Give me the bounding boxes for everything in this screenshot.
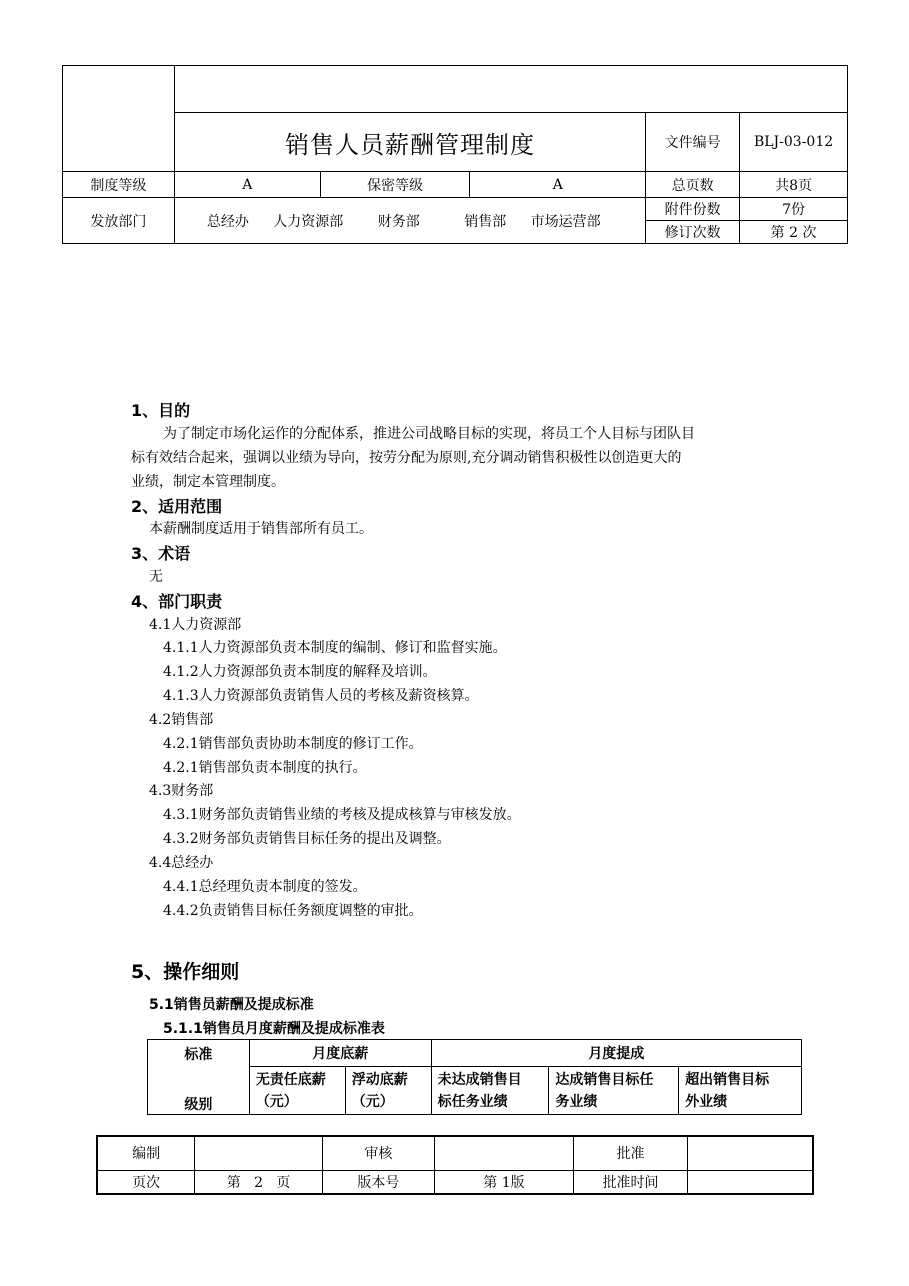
section-1-line: 业绩，制定本管理制度。	[131, 474, 285, 490]
level-label: 制度等级	[63, 172, 175, 198]
approved-by-label: 批准	[574, 1136, 688, 1170]
prepared-by-label: 编制	[97, 1136, 195, 1170]
dept-label: 发放部门	[63, 198, 175, 244]
section-4-1-2: 4.1.2人力资源部负责本制度的解释及培训。	[163, 664, 437, 680]
col-floating-base	[345, 1067, 431, 1115]
approved-by-value	[687, 1136, 813, 1170]
corner-grade-label: 级别	[184, 1097, 213, 1113]
col-meet-target-line1: 达成销售目标任	[555, 1071, 654, 1088]
section-4-3-1: 4.3.1财务部负责销售业绩的考核及提成核算与审核发放。	[163, 807, 521, 823]
section-1-heading: 1、目的	[131, 401, 191, 420]
col-floating-base-line1: 浮动底薪	[351, 1071, 408, 1088]
commission-group-header: 月度提成	[431, 1040, 801, 1067]
section-4-1: 4.1人力资源部	[149, 617, 242, 633]
version-label: 版本号	[323, 1170, 435, 1194]
section-5-1-1: 5.1.1销售员月度薪酬及提成标准表	[163, 1021, 385, 1037]
section-4-3-2: 4.3.2财务部负责销售目标任务的提出及调整。	[163, 831, 451, 847]
reviewed-by-value	[434, 1136, 574, 1170]
col-below-target-line2: 标任务业绩	[437, 1093, 508, 1110]
dept-item: 人力资源部	[273, 213, 344, 230]
pages-label: 总页数	[646, 172, 740, 198]
section-2-text: 本薪酬制度适用于销售部所有员工。	[149, 521, 373, 537]
col-exceed-target-line1: 超出销售目标	[685, 1071, 770, 1088]
approve-time-value	[687, 1170, 813, 1194]
section-4-2-1: 4.2.1销售部负责协助本制度的修订工作。	[163, 736, 423, 752]
attach-label: 附件份数	[646, 198, 740, 221]
col-exceed-target-line2: 外业绩	[685, 1093, 728, 1110]
col-exceed-target	[679, 1067, 802, 1115]
footer-table	[96, 1135, 814, 1195]
section-5-1: 5.1销售员薪酬及提成标准	[149, 997, 314, 1013]
corner-header	[148, 1040, 250, 1115]
dept-list	[174, 198, 645, 244]
attach-value: 7份	[740, 198, 848, 221]
revision-label: 修订次数	[646, 221, 740, 244]
section-4-3: 4.3财务部	[149, 783, 214, 799]
col-meet-target-line2: 务业绩	[555, 1093, 598, 1110]
section-1-line: 标有效结合起来，强调以业绩为导向，按劳分配为原则,充分调动销售积极性以创造更大的	[131, 450, 682, 466]
section-4-1-1: 4.1.1人力资源部负责本制度的编制、修订和监督实施。	[163, 640, 507, 656]
header-top-blank	[174, 66, 847, 113]
col-meet-target	[549, 1067, 679, 1115]
section-4-heading: 4、部门职责	[131, 592, 223, 611]
dept-item: 总经办	[206, 213, 249, 230]
section-1-line: 为了制定市场化运作的分配体系，推进公司战略目标的实现，将员工个人目标与团队目	[163, 426, 695, 442]
doc-number-label: 文件编号	[646, 113, 740, 172]
header-table	[62, 65, 848, 244]
reviewed-by-label: 审核	[323, 1136, 435, 1170]
col-fixed-base-line2: （元）	[255, 1093, 298, 1110]
version-value: 第 1版	[434, 1170, 574, 1194]
corner-standard-label: 标准	[184, 1047, 213, 1063]
pages-value: 共8页	[740, 172, 848, 198]
section-2-heading: 2、适用范围	[131, 497, 223, 516]
col-below-target-line1: 未达成销售目	[437, 1071, 522, 1088]
section-3-heading: 3、术语	[131, 544, 191, 563]
prepared-by-value	[195, 1136, 323, 1170]
section-5-heading: 5、操作细则	[131, 961, 240, 983]
dept-item: 财务部	[377, 213, 420, 230]
section-4-4-1: 4.4.1总经理负责本制度的签发。	[163, 879, 367, 895]
salary-standard-table	[147, 1039, 802, 1115]
page-label: 页次	[97, 1170, 195, 1194]
section-4-2: 4.2销售部	[149, 712, 214, 728]
approve-time-label: 批准时间	[574, 1170, 688, 1194]
col-fixed-base	[249, 1067, 345, 1115]
secret-value: A	[470, 172, 646, 198]
page-value: 第 2 页	[195, 1170, 323, 1194]
section-4-4: 4.4总经办	[149, 855, 214, 871]
header-logo-cell	[63, 66, 175, 172]
document-title: 销售人员薪酬管理制度	[174, 113, 645, 172]
col-floating-base-line2: （元）	[351, 1093, 394, 1110]
level-value: A	[174, 172, 320, 198]
section-4-4-2: 4.4.2负责销售目标任务额度调整的审批。	[163, 903, 423, 919]
dept-item: 市场运营部	[530, 213, 601, 230]
dept-item: 销售部	[464, 213, 507, 230]
revision-value: 第 2 次	[740, 221, 848, 244]
base-salary-group-header: 月度底薪	[249, 1040, 431, 1067]
section-3-text: 无	[149, 569, 163, 585]
doc-number-value: BLJ-03-012	[740, 113, 848, 172]
col-below-target	[431, 1067, 549, 1115]
section-4-2-2: 4.2.1销售部负责本制度的执行。	[163, 760, 367, 776]
section-4-1-3: 4.1.3人力资源部负责销售人员的考核及薪资核算。	[163, 688, 479, 704]
secret-label: 保密等级	[320, 172, 470, 198]
col-fixed-base-line1: 无责任底薪	[255, 1071, 326, 1088]
